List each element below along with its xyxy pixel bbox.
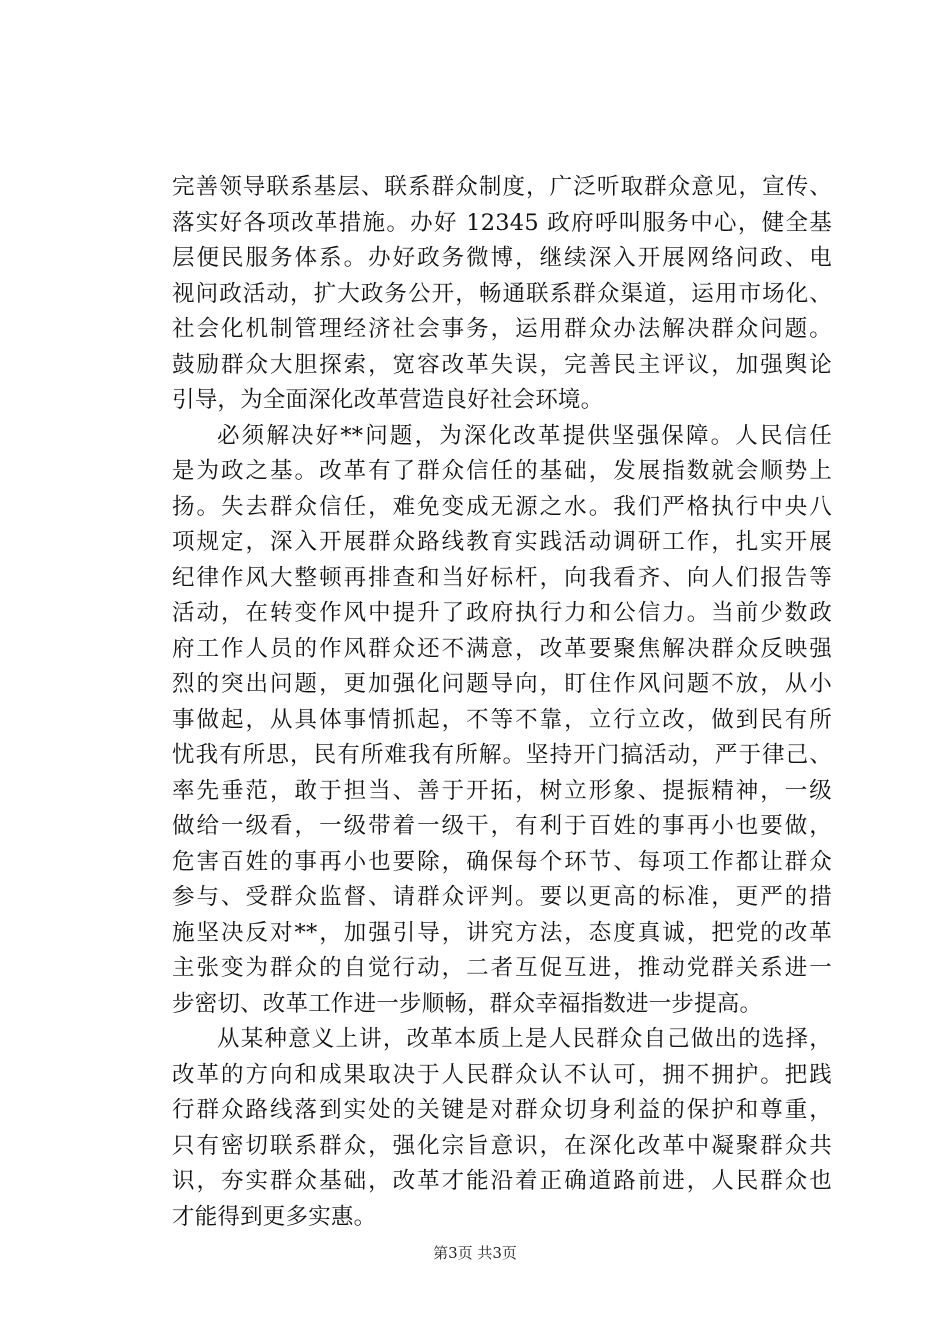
text-line: 事做起，从具体事情抓起，不等不靠，立行立改，做到民有所 [172, 706, 832, 733]
text-line: 府工作人员的作风群众还不满意，改革要聚焦解决群众反映强 [172, 635, 832, 662]
text-line: 危害百姓的事再小也要除，确保每个环节、每项工作都让群众 [172, 848, 832, 875]
text-line: 率先垂范，敢于担当、善于开拓，树立形象、提振精神，一级 [172, 777, 832, 804]
page-number-footer: 第3页 共3页 [433, 1244, 517, 1262]
paragraph-3 [172, 1022, 832, 1235]
text-line: 鼓励群众大胆探索，宽容改革失误，完善民主评议，加强舆论 [172, 351, 832, 378]
text-line: 改革的方向和成果取决于人民群众认不认可，拥不拥护。把践 [172, 1061, 832, 1088]
text-line: 必须解决好**问题，为深化改革提供坚强保障。人民信任 [217, 422, 832, 449]
text-line: 烈的突出问题，更加强化问题导向，盯住作风问题不放，从小 [172, 671, 832, 697]
text-line: 才能得到更多实惠。 [172, 1203, 377, 1230]
text-line: 忧我有所思，民有所难我有所解。坚持开门搞活动，严于律己、 [172, 742, 832, 768]
text-line: 落实好各项改革措施。办好 12345 政府呼叫服务中心，健全基 [172, 209, 832, 236]
text-line: 识，夯实群众基础，改革才能沿着正确道路前进，人民群众也 [172, 1168, 832, 1194]
text-line: 项规定，深入开展群众路线教育实践活动调研工作，扎实开展 [172, 529, 832, 555]
text-line: 社会化机制管理经济社会事务，运用群众办法解决群众问题。 [172, 316, 832, 342]
text-line: 纪律作风大整顿再排查和当好标杆，向我看齐、向人们报告等 [172, 564, 832, 591]
text-line: 扬。失去群众信任，难免变成无源之水。我们严格执行中央八 [172, 493, 832, 520]
text-line: 参与、受群众监督、请群众评判。要以更高的标准，更严的措 [172, 884, 832, 910]
text-line: 完善领导联系基层、联系群众制度，广泛听取群众意见，宣传、 [172, 174, 832, 200]
document-body [172, 170, 832, 1235]
text-line: 视问政活动，扩大政务公开，畅通联系群众渠道，运用市场化、 [172, 280, 832, 307]
text-line: 活动，在转变作风中提升了政府执行力和公信力。当前少数政 [172, 600, 832, 626]
text-line: 从某种意义上讲，改革本质上是人民群众自己做出的选择， [217, 1026, 832, 1052]
text-line: 层便民服务体系。办好政务微博，继续深入开展网络问政、电 [172, 245, 832, 271]
text-line: 做给一级看，一级带着一级干，有利于百姓的事再小也要做， [172, 813, 832, 839]
paragraph-2 [172, 419, 832, 1023]
text-line: 主张变为群众的自觉行动，二者互促互进，推动党群关系进一 [172, 955, 832, 981]
text-line: 引导，为全面深化改革营造良好社会环境。 [172, 387, 604, 413]
text-line: 步密切、改革工作进一步顺畅，群众幸福指数进一步提高。 [172, 990, 763, 1017]
text-line: 是为政之基。改革有了群众信任的基础，发展指数就会顺势上 [172, 458, 832, 484]
text-line: 只有密切联系群众，强化宗旨意识，在深化改革中凝聚群众共 [172, 1132, 832, 1159]
text-line: 施坚决反对**，加强引导，讲究方法，态度真诚，把党的改革 [172, 919, 832, 946]
paragraph-1 [172, 170, 832, 419]
text-line: 行群众路线落到实处的关键是对群众切身利益的保护和尊重， [172, 1097, 832, 1123]
